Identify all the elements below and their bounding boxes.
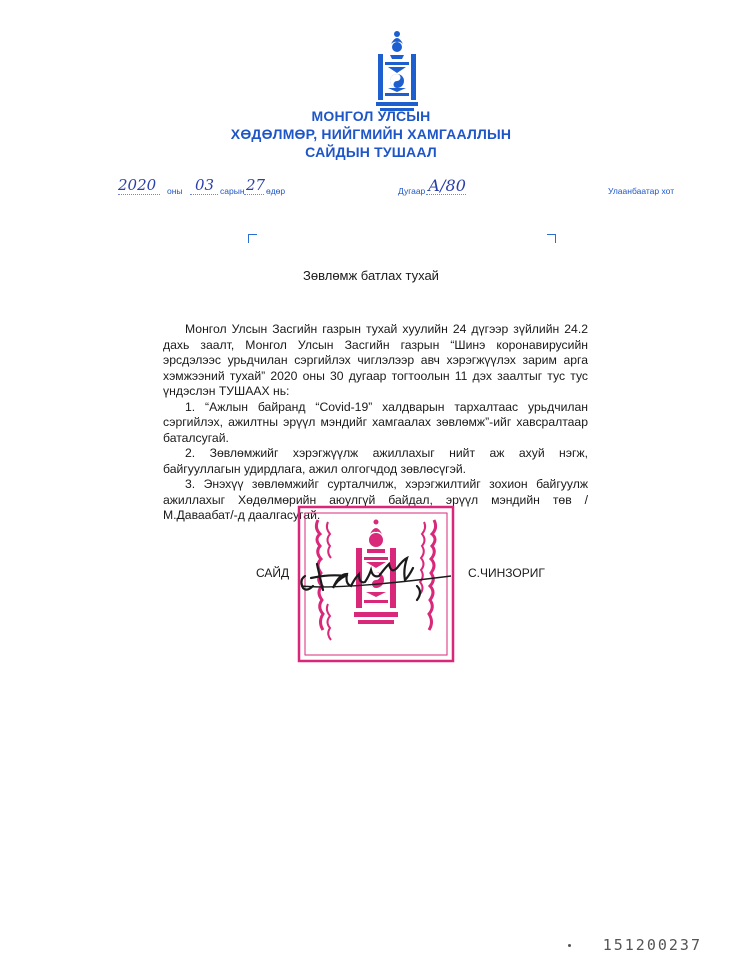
title-bracket-left	[248, 234, 257, 243]
title-bracket-right	[547, 234, 556, 243]
scan-speck	[568, 944, 571, 947]
body-item-1: 1. “Ажлын байранд “Covid-19” халдварын тархалтаас урьдчилан сэргийлэх, ажилтны эрүүл мэндийг хамгаалах зөвлөмж”-ийг хавсралтаар баталсугай.	[163, 399, 588, 445]
state-emblem-icon	[372, 30, 422, 115]
date-year-underline	[118, 194, 160, 195]
header-ministry-line2: ХӨДӨЛМӨР, НИЙГМИЙН ХАМГААЛЛЫН	[230, 126, 512, 142]
body-item-2: 2. Зөвлөмжийг хэрэгжүүлж ажиллахыг нийт аж ахуй нэгж, байгууллагын удирдлага, ажил олгогчдод зөвлөсүгэй.	[163, 446, 588, 476]
handwritten-signature	[297, 556, 457, 606]
date-month-suffix: сарын	[220, 186, 245, 196]
body-item-3: 3. Энэхүү зөвлөмжийг сурталчилж, хэрэгжилтийг зохион байгуулж ажиллахыг Хөдөлмөрийн аюулгүй байдал, эрүүл мэндийн төв /М.Даваабат/-д даалгасугай.	[163, 477, 588, 522]
body-intro: Монгол Улсын Засгийн газрын тухай хуулийн 24 дүгээр зүйлийн 24.2 дахь заалт, Монгол Улсын Засгийн газрын “Шинэ коронавирусийн эрсдэлээс урьдчилан сэргийлэх чиглэлээр авч хэрэгжүүлэх зарим арга хэмжээний тухай” 2020 оны 30 дугаар тогтоолын 11 дэх заалтыг тус тус үндэслэн ТУШААХ нь:	[163, 322, 588, 398]
document-body	[163, 322, 588, 524]
order-number-label: Дугаар	[398, 186, 426, 196]
date-day: 27	[246, 176, 266, 194]
signatory-title: САЙД	[256, 566, 290, 580]
serial-number: 151200237	[602, 936, 702, 954]
order-number: А/80	[428, 176, 466, 195]
document-title: Зөвлөмж батлах тухай	[303, 268, 439, 283]
date-day-suffix: өдөр	[266, 186, 286, 196]
date-month-underline	[190, 194, 218, 195]
header-ministry-line1: МОНГОЛ УЛСЫН	[311, 108, 431, 124]
date-year: 2020	[118, 176, 157, 194]
date-day-underline	[244, 194, 264, 195]
order-number-underline	[426, 194, 466, 195]
signatory-name: С.ЧИНЗОРИГ	[468, 566, 545, 580]
date-year-suffix: оны	[167, 186, 183, 196]
header-order-title: САЙДЫН ТУШААЛ	[305, 144, 437, 160]
date-month: 03	[195, 176, 215, 194]
city-label: Улаанбаатар хот	[608, 186, 675, 196]
